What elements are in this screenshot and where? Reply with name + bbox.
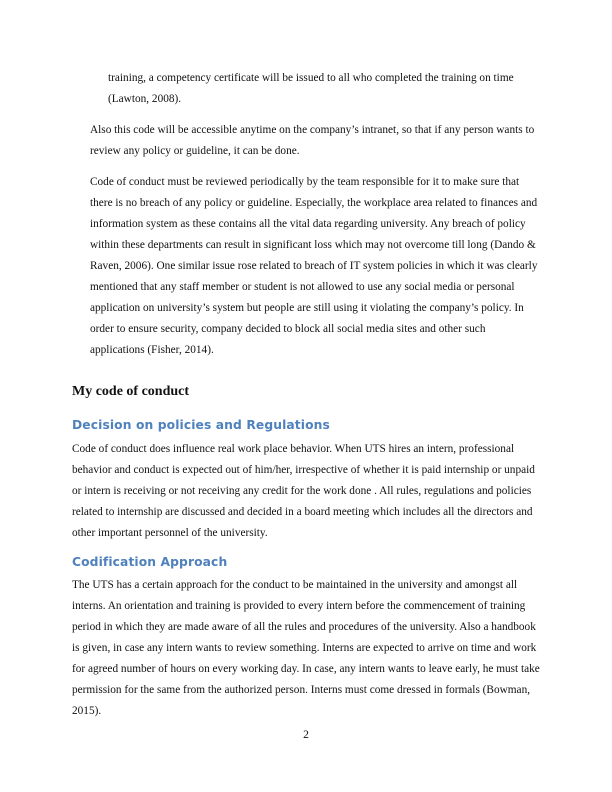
subheading-codification-approach: Codification Approach: [72, 555, 228, 569]
page-number: 2: [303, 729, 309, 741]
training-continuation-paragraph: training, a competency certificate will be issued to all who completed the training on time (Lawton, 2008).: [108, 72, 514, 105]
periodic-review-paragraph: Code of conduct must be reviewed periodically by the team responsible for it to make sure that there is no breach of any policy or guideline. Especially, the workplace area related to finances and information system as these contains all the vital data regarding university. Any breach of policy within these departments can result in significant loss which may not overcome till long (Dando & Raven, 2006). One similar issue rose related to breach of IT system policies in which it was clearly mentioned that any staff member or student is not allowed to use any social media or personal application on university’s system but people are still using it violating the company’s policy. In order to ensure security, company decided to block all social media sites and other such applications (Fisher, 2014).: [90, 176, 538, 356]
section-heading-my-code-of-conduct: My code of conduct: [72, 384, 190, 399]
decision-paragraph: Code of conduct does influence real work place behavior. When UTS hires an intern, professional behavior and conduct is expected out of him/her, irrespective of whether it is paid internship or unpaid or intern is receiving or not receiving any credit for the work done . All rules, regulations and policies related to internship are discussed and decided in a board meeting which includes all the directors and other important personnel of the university.: [72, 443, 535, 539]
codification-paragraph: The UTS has a certain approach for the conduct to be maintained in the university and amongst all interns. An orientation and training is provided to every intern before the commencement of training period in which they are made aware of all the rules and procedures of the university. Also a handbook is given, in case any intern wants to review something. Interns are expected to arrive on time and work for agreed number of hours on every working day. In case, any intern wants to leave early, he must take permission for the same from the authorized person. Interns must come dressed in formals (Bowman, 2015).: [72, 579, 540, 717]
subheading-decision-on-policies: Decision on policies and Regulations: [72, 418, 330, 432]
intranet-access-paragraph: Also this code will be accessible anytime on the company’s intranet, so that if any person wants to review any policy or guideline, it can be done.: [90, 124, 535, 157]
